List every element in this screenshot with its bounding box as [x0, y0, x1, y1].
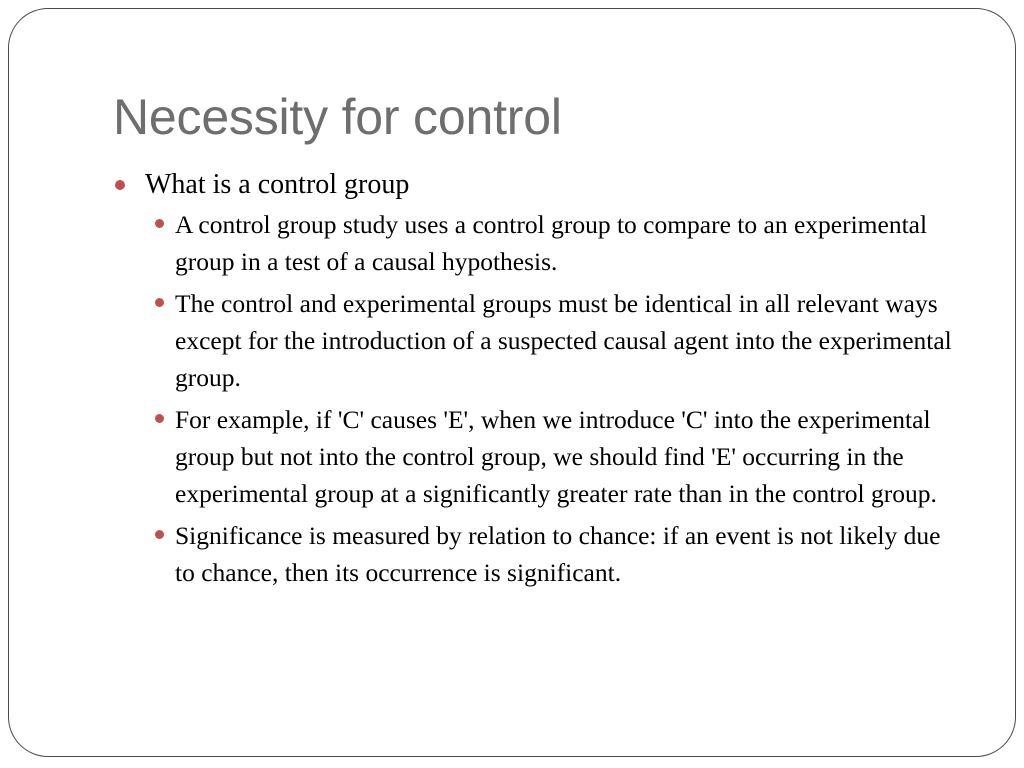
sub-bullet-text: The control and experimental groups must be identical in all relevant ways except for the introduction of a suspected causal agent into the experimental group.	[175, 289, 952, 392]
sub-bullet-list	[113, 206, 973, 591]
sub-bullet-text: For example, if 'C' causes 'E', when we introduce 'C' into the experimental group but not into the control group, we should find 'E' occurring in the experimental group at a significantly greater rate than in the control group.	[175, 405, 937, 508]
sub-bullet-item	[175, 206, 973, 280]
sub-bullet-text: A control group study uses a control group to compare to an experimental group in a test of a causal hypothesis.	[175, 210, 928, 276]
bullet-dot-icon	[155, 219, 164, 228]
bullet-text: What is a control group	[145, 169, 410, 200]
sub-bullet-item	[175, 401, 973, 512]
bullet-dot-icon	[155, 530, 164, 539]
bullet-level-1	[113, 164, 973, 206]
slide-body	[113, 164, 973, 596]
sub-bullet-item	[175, 517, 973, 591]
bullet-dot-icon	[155, 298, 164, 307]
sub-bullet-text: Significance is measured by relation to chance: if an event is not likely due to chance, then its occurrence is significant.	[175, 521, 941, 587]
sub-bullet-item	[175, 285, 973, 396]
bullet-dot-icon	[115, 180, 125, 190]
bullet-dot-icon	[155, 414, 164, 423]
slide-title: Necessity for control	[113, 89, 562, 145]
